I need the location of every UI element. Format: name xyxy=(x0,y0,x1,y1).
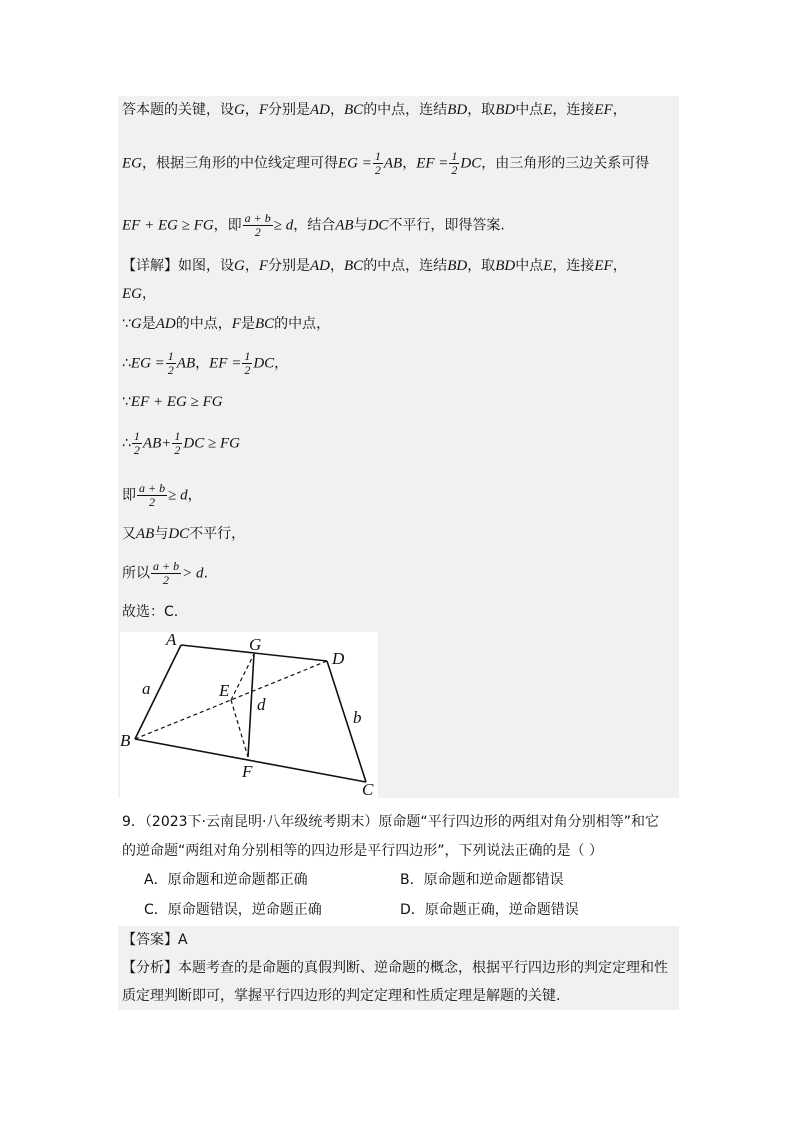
var: F xyxy=(231,316,241,332)
denominator: 2 xyxy=(163,573,170,587)
text: 与 xyxy=(154,526,169,542)
var: EG xyxy=(122,155,142,172)
denominator: 2 xyxy=(167,363,174,377)
numerator: 1 xyxy=(167,349,174,363)
detail-line-7 xyxy=(122,482,202,509)
text: ， xyxy=(402,155,417,172)
because-symbol: ∵ xyxy=(122,394,131,410)
text: ，连接 xyxy=(552,102,595,118)
therefore-symbol: ∴ xyxy=(122,435,131,452)
var: F xyxy=(258,102,269,118)
text: 故选：C. xyxy=(122,604,179,620)
text: ，取 xyxy=(467,258,496,274)
quadrilateral-figure xyxy=(120,632,378,798)
analysis-line-2 xyxy=(122,150,649,177)
analysis2-line-1: 【分析】本题考查的是命题的真假判断、逆命题的概念，根据平行四边形的判定定理和性 xyxy=(122,960,668,976)
var: DC xyxy=(253,355,275,372)
denominator: 2 xyxy=(244,363,251,377)
numerator: 1 xyxy=(244,349,251,363)
text: ， xyxy=(274,355,289,372)
var: DC xyxy=(460,155,482,172)
text: . xyxy=(203,565,208,582)
label-a: a xyxy=(142,679,151,698)
numerator: a + b xyxy=(139,481,166,495)
var: AB xyxy=(383,155,403,172)
text: 不平行，即得答案. xyxy=(388,217,505,234)
label-D: D xyxy=(332,649,345,668)
analysis-line-1 xyxy=(122,100,627,120)
var: BD xyxy=(495,102,516,118)
detail-line-6 xyxy=(122,430,240,457)
text: ， xyxy=(187,487,202,504)
text: 中点 xyxy=(515,258,544,274)
var: BC xyxy=(344,102,364,118)
denominator: 2 xyxy=(149,495,156,509)
text: ， xyxy=(142,286,156,302)
fraction-a-plus-b xyxy=(137,482,167,509)
text: ，即 xyxy=(213,217,242,234)
inequality: EF + EG ≥ FG xyxy=(122,217,214,234)
text: 的中点，连结 xyxy=(363,102,448,118)
label-G: G xyxy=(249,635,262,654)
label-A: A xyxy=(166,632,177,649)
var: E xyxy=(543,258,553,274)
text: ， xyxy=(330,258,345,274)
fraction-half xyxy=(172,430,182,457)
option-C: C．原命题错误，逆命题正确 xyxy=(144,902,322,918)
label-F: F xyxy=(242,762,253,781)
var: G xyxy=(234,258,245,274)
text: ，连接 xyxy=(552,258,595,274)
var: BD xyxy=(447,258,468,274)
detail-line-9 xyxy=(122,560,208,587)
relation: ≥ d xyxy=(168,487,188,504)
var: G xyxy=(234,102,245,118)
text: 即 xyxy=(122,487,136,504)
denominator: 2 xyxy=(133,443,140,457)
detail-line-4 xyxy=(122,350,288,377)
analysis2-line-2: 质定理判断即可，掌握平行四边形的判定定理和性质定理是解题的关键. xyxy=(122,988,561,1004)
label-C: C xyxy=(362,780,374,798)
text: 又 xyxy=(122,526,136,542)
text: 【详解】如图，设 xyxy=(122,258,234,274)
therefore-symbol: ∴ xyxy=(122,355,131,372)
answer-line: 【答案】A xyxy=(122,932,188,948)
var: AD xyxy=(310,258,331,274)
var: BC xyxy=(344,258,364,274)
var: E xyxy=(543,102,553,118)
var: AB xyxy=(176,355,196,372)
numerator: a + b xyxy=(244,211,271,225)
var: DC xyxy=(367,217,389,234)
var: G xyxy=(130,316,142,332)
label-d: d xyxy=(257,695,266,714)
text: ， xyxy=(330,102,345,118)
text: 的中点， xyxy=(175,316,232,332)
text: 是 xyxy=(141,316,156,332)
var: EF xyxy=(594,102,613,118)
fraction-half xyxy=(166,350,176,377)
option-A: A．原命题和逆命题都正确 xyxy=(144,872,308,888)
numerator: 1 xyxy=(174,429,181,443)
denominator: 2 xyxy=(451,163,458,177)
numerator: 1 xyxy=(451,149,458,163)
fraction-half xyxy=(449,150,459,177)
text: ，结合 xyxy=(293,217,336,234)
equation: EG = xyxy=(130,355,165,372)
term: DC ≥ FG xyxy=(183,435,240,452)
text: 与 xyxy=(353,217,368,234)
equation: EF = xyxy=(416,155,449,172)
text: 的中点， xyxy=(274,316,331,332)
text: ，由三角形的三边关系可得 xyxy=(481,155,650,172)
fraction-half xyxy=(373,150,383,177)
detail-line-1 xyxy=(122,256,627,276)
fraction-a-plus-b xyxy=(151,560,181,587)
var: AB xyxy=(335,217,354,234)
numerator: 1 xyxy=(133,429,140,443)
text: ， xyxy=(612,258,627,274)
denominator: 2 xyxy=(174,443,181,457)
var: DC xyxy=(168,526,190,542)
detail-line-3 xyxy=(122,314,330,334)
var: EF xyxy=(594,258,613,274)
detail-line-2 xyxy=(122,284,156,304)
equation: EG = xyxy=(338,155,372,172)
label-b: b xyxy=(353,708,362,727)
fraction-a-plus-b xyxy=(243,212,273,239)
var: BC xyxy=(254,316,275,332)
var: AD xyxy=(310,102,331,118)
text: ， xyxy=(244,102,259,118)
option-B: B．原命题和逆命题都错误 xyxy=(400,872,564,888)
question-line-1: 9．（2023下·云南昆明·八年级统考期末）原命题“平行四边形的两组对角分别相等”和它 xyxy=(122,814,659,830)
text: 分别是 xyxy=(268,102,311,118)
numerator: a + b xyxy=(153,559,180,573)
equation: EF = xyxy=(209,355,242,372)
text: ， xyxy=(612,102,627,118)
var: EG xyxy=(122,286,142,302)
var: BD xyxy=(447,102,468,118)
label-B: B xyxy=(120,731,131,750)
text: 是 xyxy=(240,316,255,332)
text: ， xyxy=(195,355,210,372)
denominator: 2 xyxy=(254,225,261,239)
fraction-half xyxy=(132,430,142,457)
text: 分别是 xyxy=(268,258,311,274)
detail-line-5 xyxy=(122,392,223,412)
analysis-line-3 xyxy=(122,212,505,239)
denominator: 2 xyxy=(374,163,381,177)
text: 中点 xyxy=(515,102,544,118)
var: BD xyxy=(495,258,516,274)
term: AB+ xyxy=(142,435,172,452)
detail-line-10 xyxy=(122,602,178,622)
question-line-2: 的逆命题“两组对角分别相等的四边形是平行四边形”，下列说法正确的是（ ） xyxy=(122,843,603,859)
numerator: 1 xyxy=(374,149,381,163)
text: ，根据三角形的中位线定理可得 xyxy=(142,155,338,172)
relation: > d xyxy=(182,565,204,582)
inequality: EF + EG ≥ FG xyxy=(130,394,223,410)
text: 的中点，连结 xyxy=(363,258,448,274)
relation: ≥ d xyxy=(273,217,294,234)
label-E: E xyxy=(219,681,230,700)
var: AB xyxy=(136,526,155,542)
var: F xyxy=(258,258,269,274)
text: 所以 xyxy=(122,565,150,582)
fraction-half xyxy=(242,350,252,377)
text: 不平行， xyxy=(189,526,246,542)
text: ，取 xyxy=(467,102,496,118)
var: AD xyxy=(155,316,176,332)
option-D: D．原命题正确，逆命题错误 xyxy=(400,902,579,918)
text: 答本题的关键，设 xyxy=(122,102,234,118)
because-symbol: ∵ xyxy=(122,316,131,332)
detail-line-8 xyxy=(122,524,245,544)
text: ， xyxy=(244,258,259,274)
